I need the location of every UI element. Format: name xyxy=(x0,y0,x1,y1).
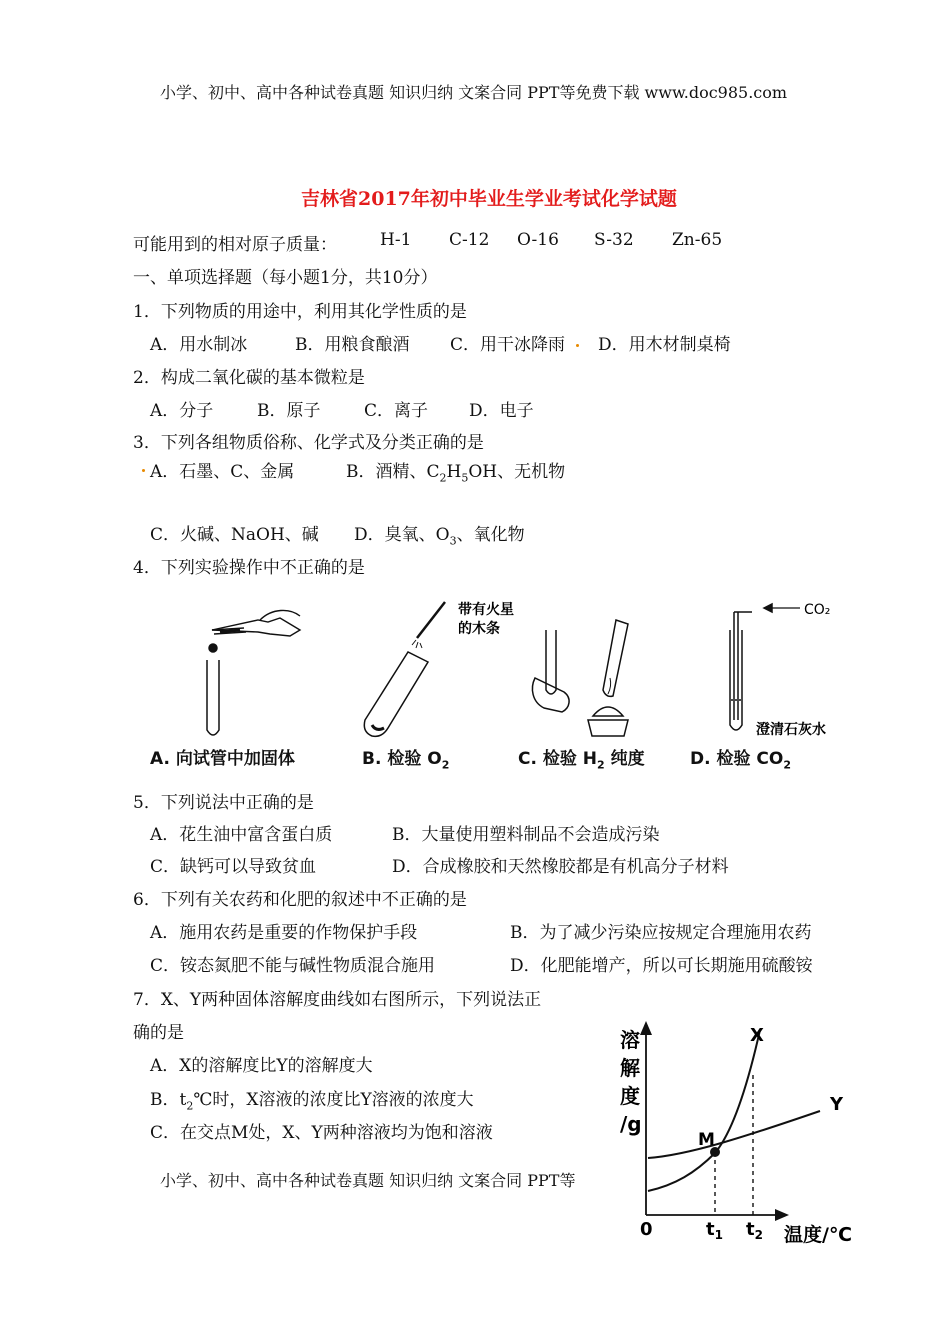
q2-option-b: B．原子 xyxy=(257,401,321,421)
page-footer: 小学、初中、高中各种试卷真题 知识归纳 文案合同 PPT等 xyxy=(160,1171,576,1190)
atomic-mass-h: H-1 xyxy=(380,230,412,250)
figure-d-test-tube xyxy=(730,604,800,730)
q5-option-d: D．合成橡胶和天然橡胶都是有机高分子材料 xyxy=(392,857,729,877)
q2-option-c: C．离子 xyxy=(364,401,429,421)
q5-option-a: A．花生油中富含蛋白质 xyxy=(150,825,333,845)
q1-stem: 1．下列物质的用途中，利用其化学性质的是 xyxy=(133,302,467,322)
q2-stem: 2．构成二氧化碳的基本微粒是 xyxy=(133,368,365,388)
page-header: 小学、初中、高中各种试卷真题 知识归纳 文案合同 PPT等免费下载 www.doc985.com xyxy=(160,83,788,102)
q6-option-b: B．为了减少污染应按规定合理施用农药 xyxy=(510,923,812,943)
curve-x xyxy=(648,1030,760,1191)
y-label-3: 度 xyxy=(620,1084,640,1108)
atomic-mass-o: O-16 xyxy=(517,230,559,250)
q5-option-c: C．缺钙可以导致贫血 xyxy=(150,857,317,877)
q1-option-a: A．用水制冰 xyxy=(150,335,248,355)
co2-label: CO₂ xyxy=(804,602,831,618)
point-m-label: M xyxy=(698,1130,715,1150)
q3-option-a: A．石墨、C、金属 xyxy=(150,462,295,482)
q1-option-d: D．用木材制桌椅 xyxy=(598,335,731,355)
t1-label: $t_1$ xyxy=(706,1219,723,1242)
fig-caption-b: B. 检验 $O_2$ xyxy=(362,749,450,772)
x-axis-label: 温度/℃ xyxy=(784,1224,852,1246)
q2-option-a: A．分子 xyxy=(150,401,214,421)
q7-option-a: A．X的溶解度比Y的溶解度大 xyxy=(150,1056,373,1076)
y-label-4: /g xyxy=(620,1112,642,1136)
page-title: 吉林省2017年初中毕业生学业考试化学试题 xyxy=(301,188,677,210)
atomic-mass-label: 可能用到的相对原子质量： xyxy=(133,235,337,255)
q7-stem-line1: 7．X、Y两种固体溶解度曲线如右图所示，下列说法正 xyxy=(133,990,542,1010)
q7-option-c: C．在交点M处，X、Y两种溶液均为饱和溶液 xyxy=(150,1123,493,1143)
q3-option-d: D．臭氧、$O_3$、氧化物 xyxy=(354,525,525,548)
figure-a-tweezers xyxy=(212,610,300,636)
q7-stem-line2: 确的是 xyxy=(133,1023,184,1043)
y-label-1: 溶 xyxy=(620,1028,640,1052)
q4-stem: 4．下列实验操作中不正确的是 xyxy=(133,558,365,578)
q5-stem: 5．下列说法中正确的是 xyxy=(133,793,314,813)
orange-dot-mark xyxy=(576,344,579,347)
fig-caption-a: A. 向试管中加固体 xyxy=(150,749,295,769)
fig-caption-c: C. 检验 $H_2$ 纯度 xyxy=(518,749,645,772)
q2-option-d: D．电子 xyxy=(469,401,534,421)
q1-option-b: B．用粮食酿酒 xyxy=(295,335,410,355)
q5-option-b: B．大量使用塑料制品不会造成污染 xyxy=(392,825,660,845)
q6-option-a: A．施用农药是重要的作物保护手段 xyxy=(150,923,418,943)
q3-option-b: B．酒精、$C_2H_5OH$、无机物 xyxy=(346,462,566,485)
orange-dot-mark xyxy=(142,469,145,472)
atomic-mass-s: S-32 xyxy=(594,230,634,250)
origin-label: 0 xyxy=(640,1219,653,1240)
limewater-label: 澄清石灰水 xyxy=(756,722,826,738)
solubility-graph xyxy=(600,1015,870,1250)
b-splint-note-2: 的木条 xyxy=(458,621,500,637)
b-splint-note-1: 带有火星 xyxy=(458,602,514,618)
q6-option-d: D．化肥能增产，所以可长期施用硫酸铵 xyxy=(510,956,813,976)
q7-option-b: B．$t_2℃$时，X溶液的浓度比Y溶液的浓度大 xyxy=(150,1090,474,1113)
t2-label: $t_2$ xyxy=(746,1219,763,1242)
q6-stem: 6．下列有关农药和化肥的叙述中不正确的是 xyxy=(133,890,467,910)
atomic-mass-zn: Zn-65 xyxy=(672,230,723,250)
y-axis-arrow xyxy=(640,1021,652,1035)
q3-stem: 3．下列各组物质俗称、化学式及分类正确的是 xyxy=(133,433,484,453)
y-label-2: 解 xyxy=(620,1056,640,1080)
q1-option-c: C．用干冰降雨 xyxy=(450,335,566,355)
figure-c-apparatus xyxy=(532,620,628,736)
section-heading: 一、单项选择题（每小题1分，共10分） xyxy=(133,268,438,288)
curve-y-label: Y xyxy=(830,1094,844,1115)
fig-caption-d: D. 检验 $CO_2$ xyxy=(690,749,791,772)
atomic-mass-c: C-12 xyxy=(449,230,490,250)
figure-b-test-tube xyxy=(364,602,445,736)
curve-x-label: X xyxy=(750,1025,764,1046)
figure-a-test-tube xyxy=(207,644,219,735)
q3-option-c: C．火碱、NaOH、碱 xyxy=(150,525,319,545)
q6-option-c: C．铵态氮肥不能与碱性物质混合施用 xyxy=(150,956,436,976)
x-axis-arrow xyxy=(775,1209,789,1221)
